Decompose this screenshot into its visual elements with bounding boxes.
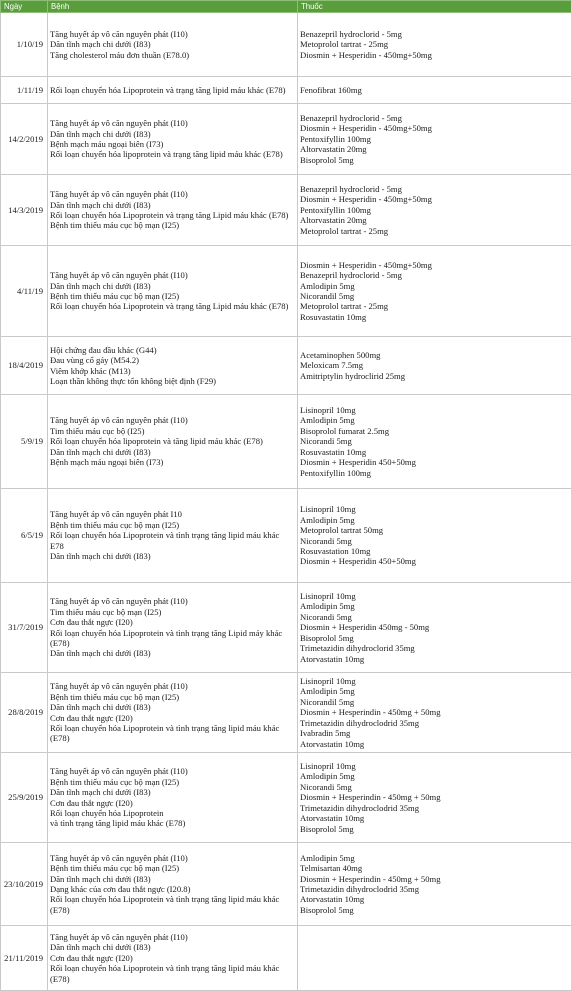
table-row (1, 175, 571, 246)
medicine-item: Pentoxifyllin 100mg (300, 134, 569, 144)
medicine-item: Diosmin + Hesperidin 450+50mg (300, 457, 569, 467)
disease-item: Dãn tĩnh mạch chi dưới (I83) (50, 200, 295, 210)
disease-item: Dãn tĩnh mạch chi dưới (I83) (50, 129, 295, 139)
medicine-item: Amlodipin 5mg (300, 853, 569, 863)
disease-cell (48, 104, 298, 175)
disease-item: Tăng huyết áp vô căn nguyên phát (I10) (50, 681, 295, 691)
date-cell: 5/9/19 (1, 395, 48, 489)
table-row (1, 489, 571, 583)
medicine-item: Diosmin + Hesperindin - 450mg + 50mg (300, 874, 569, 884)
disease-item: Rối loạn chuyển hóa Lipoprotein và tình trạng tăng Lipid máy khác (E78) (50, 628, 295, 649)
date-cell: 18/4/2019 (1, 337, 48, 395)
medicine-item: Atorvastatin 10mg (300, 654, 569, 664)
medicine-item: Meloxicam 7.5mg (300, 360, 569, 370)
table-row (1, 583, 571, 673)
medicine-item: Metoprolol tartrat - 25mg (300, 39, 569, 49)
medicine-item: Amlodipin 5mg (300, 281, 569, 291)
disease-item: Loạn thần không thực tổn không biệt định (F29) (50, 376, 295, 386)
disease-item: Rối loạn chuyển hóa Lipoprotein và tình trạng tăng lipid máu khác (E78) (50, 894, 295, 915)
date-cell: 1/11/19 (1, 77, 48, 104)
medicine-item: Rosuvastatin 10mg (300, 447, 569, 457)
disease-item: Dãn tĩnh mạch chi dưới (I83) (50, 702, 295, 712)
disease-cell (48, 13, 298, 77)
date-cell: 23/10/2019 (1, 843, 48, 926)
medicine-item: Rosuvastatin 10mg (300, 312, 569, 322)
disease-item: Rối loạn chuyển hóa Lipoprotein và trạng tăng lipid máu khác (E78) (50, 85, 295, 95)
medicine-item: Bisoprolol 5mg (300, 905, 569, 915)
disease-cell (48, 395, 298, 489)
medicine-item: Nicorandi 5mg (300, 436, 569, 446)
medicine-cell (298, 77, 571, 104)
disease-item: Rối loạn chuyển hóa Lipoprotein và trạng tăng Lipid máu khác (E78) (50, 210, 295, 220)
medicine-item: Trimetazidin dihydroclodrid 35mg (300, 884, 569, 894)
disease-item: Cơn đau thắt ngực (I20) (50, 798, 295, 808)
header-row (1, 1, 571, 13)
disease-item: Dãn tĩnh mạch chi dưới (I83) (50, 942, 295, 952)
disease-item: Tăng huyết áp vô căn nguyên phát I10 (50, 509, 295, 519)
medicine-cell (298, 583, 571, 673)
medicine-item: Metoprolol tartrat - 25mg (300, 301, 569, 311)
medicine-item: Lisinopril 10mg (300, 591, 569, 601)
disease-item: Bệnh tim thiếu máu cục bộ mạn (I25) (50, 777, 295, 787)
table-row (1, 926, 571, 991)
medicine-cell (298, 104, 571, 175)
medicine-item: Rosuvastation 10mg (300, 546, 569, 556)
medicine-cell (298, 337, 571, 395)
disease-item: Rối loạn chuyển hóa Lipoprotein (50, 808, 295, 818)
disease-item: Tăng huyết áp vô căn nguyên phát (I10) (50, 29, 295, 39)
medicine-item: Benazepril hydroclorid - 5mg (300, 113, 569, 123)
medicine-item: Amlodipin 5mg (300, 686, 569, 696)
medicine-item: Bisoprolol 5mg (300, 633, 569, 643)
medicine-item: Atorvastatin 10mg (300, 813, 569, 823)
disease-item: Cơn đau thắt ngực (I20) (50, 617, 295, 627)
disease-item: Tăng huyết áp vô căn nguyên phát (I10) (50, 189, 295, 199)
disease-cell (48, 673, 298, 753)
disease-item: Rối loạn chuyển hóa lipoprotein và tăng lipid máu khác (E78) (50, 436, 295, 446)
medicine-item: Amitriptylin hydroclirid 25mg (300, 371, 569, 381)
medicine-cell (298, 489, 571, 583)
medicine-item: Diosmin + Hesperindin - 450mg + 50mg (300, 792, 569, 802)
medicine-item: Nicorandil 5mg (300, 697, 569, 707)
medicine-item: Nicorandi 5mg (300, 612, 569, 622)
disease-item: Hội chứng đau đầu khác (G44) (50, 345, 295, 355)
medicine-item: Pentoxifyllin 100mg (300, 205, 569, 215)
medicine-item: Acetaminophen 500mg (300, 350, 569, 360)
medicine-item: Amlodipin 5mg (300, 515, 569, 525)
date-cell: 14/2/2019 (1, 104, 48, 175)
disease-item: Viêm khớp khác (M13) (50, 366, 295, 376)
disease-cell (48, 753, 298, 843)
table-row (1, 104, 571, 175)
table-row (1, 753, 571, 843)
medicine-item: Bisoprolol 5mg (300, 824, 569, 834)
medicine-item: Fenofibrat 160mg (300, 85, 569, 95)
medicine-item: Diosmin + Hesperidin - 450mg+50mg (300, 50, 569, 60)
medicine-item: Diosmin + Hesperidin - 450mg+50mg (300, 194, 569, 204)
disease-item: Dãn tĩnh mạch chi dưới (I83) (50, 787, 295, 797)
disease-item: Tim thiếu máu cục bộ (I25) (50, 426, 295, 436)
medicine-item: Lisinopril 10mg (300, 405, 569, 415)
medicine-item: Diosmin + Hesperidin - 450mg+50mg (300, 123, 569, 133)
medicine-item: Diosmin + Hesperindin - 450mg + 50mg (300, 707, 569, 717)
medicine-item: Metoprolol tartrat - 25mg (300, 226, 569, 236)
medicine-item: Amlodipin 5mg (300, 415, 569, 425)
medicine-item: Diosmin + Hesperidin - 450mg+50mg (300, 260, 569, 270)
table-row (1, 13, 571, 77)
table-row (1, 246, 571, 337)
medicine-cell (298, 395, 571, 489)
disease-item: Dãn tĩnh mạch chi dưới (I83) (50, 874, 295, 884)
disease-item: Rối loạn chuyển hóa Lipoprotein và tình trạng tăng lipid máu khác (E78) (50, 723, 295, 744)
medicine-item: Altorvastatin 20mg (300, 144, 569, 154)
medicine-item: Ivabradin 5mg (300, 728, 569, 738)
table-row (1, 395, 571, 489)
medicine-item: Atorvastatin 10mg (300, 894, 569, 904)
table-row (1, 843, 571, 926)
medicine-cell (298, 753, 571, 843)
disease-item: Bệnh mạch máu ngoại biên (I73) (50, 139, 295, 149)
medicine-item: Lisinopril 10mg (300, 761, 569, 771)
date-cell: 28/8/2019 (1, 673, 48, 753)
header-disease: Bệnh (48, 1, 298, 13)
disease-item: Dãn tĩnh mạch chi dưới (I83) (50, 39, 295, 49)
medicine-item: Diosmin + Hesperidin 450+50mg (300, 556, 569, 566)
disease-cell (48, 246, 298, 337)
disease-item: Tăng huyết áp vô căn nguyên phát (I10) (50, 118, 295, 128)
disease-item: Tăng cholesterol máu đơn thuần (E78.0) (50, 50, 295, 60)
disease-item: Rối loạn chuyển hóa Lipoprotein và tình trạng tăng lipid máu khác (E78) (50, 963, 295, 984)
medicine-cell (298, 926, 571, 991)
disease-item: và tình trạng tăng lipid máu khác (E78) (50, 818, 295, 828)
medicine-item: Bisoprolol 5mg (300, 155, 569, 165)
disease-cell (48, 926, 298, 991)
medicine-item: Pentoxifyllin 100mg (300, 468, 569, 478)
medicine-item: Diosmin + Hesperidin 450mg - 50mg (300, 622, 569, 632)
disease-cell (48, 583, 298, 673)
table-row (1, 77, 571, 104)
medicine-item: Atorvastatin 10mg (300, 739, 569, 749)
medicine-item: Amlodipin 5mg (300, 771, 569, 781)
disease-item: Bệnh tim thiếu máu cục bộ mạn (I25) (50, 220, 295, 230)
disease-cell (48, 175, 298, 246)
disease-cell (48, 337, 298, 395)
medicine-cell (298, 843, 571, 926)
date-cell: 21/11/2019 (1, 926, 48, 991)
medicine-item: Lisinopril 10mg (300, 504, 569, 514)
date-cell: 25/9/2019 (1, 753, 48, 843)
disease-item: Bệnh tim thiếu máu cục bộ mạn (I25) (50, 291, 295, 301)
disease-item: Dãn tĩnh mạch chi dưới (I83) (50, 551, 295, 561)
medicine-item: Nicorandi 5mg (300, 536, 569, 546)
date-cell: 1/10/19 (1, 13, 48, 77)
medicine-cell (298, 673, 571, 753)
table-row (1, 337, 571, 395)
disease-item: Rối loạn chuyển hóa lipoprotein và trạng tăng lipid máu khác (E78) (50, 149, 295, 159)
disease-item: Tăng huyết áp vô căn nguyên phát (I10) (50, 766, 295, 776)
disease-item: Tăng huyết áp vô căn nguyên phát (I10) (50, 932, 295, 942)
date-cell: 14/3/2019 (1, 175, 48, 246)
medicine-item: Metoprolol tartrat 50mg (300, 525, 569, 535)
disease-item: Cơn đau thắt ngực (I20) (50, 953, 295, 963)
medicine-item: Trimetazidin dihydroclorid 35mg (300, 643, 569, 653)
disease-item: Bệnh tim thiếu máu cục bộ mạn (I25) (50, 520, 295, 530)
disease-item: Bệnh tim thiếu máu cục bộ mạn (I25) (50, 863, 295, 873)
medicine-item: Lisinopril 10mg (300, 676, 569, 686)
disease-item: Dãn tĩnh mạch chi dưới (I83) (50, 447, 295, 457)
medicine-item: Benazepril hydroclorid - 5mg (300, 184, 569, 194)
disease-item: Tăng huyết áp vô căn nguyên phát (I10) (50, 596, 295, 606)
table-row (1, 673, 571, 753)
disease-item: Tăng huyết áp vô căn nguyên phát (I10) (50, 415, 295, 425)
disease-item: Dạng khác của cơn đau thắt ngực (I20.8) (50, 884, 295, 894)
date-cell: 31/7/2019 (1, 583, 48, 673)
medicine-item: Altorvastatin 20mg (300, 215, 569, 225)
medicine-cell (298, 246, 571, 337)
date-cell: 6/5/19 (1, 489, 48, 583)
disease-item: Cơn đau thắt ngực (I20) (50, 713, 295, 723)
disease-item: Tim thiếu máu cục bộ mạn (I25) (50, 607, 295, 617)
medicine-item: Bisoprolol fumarat 2.5mg (300, 426, 569, 436)
disease-item: Bệnh tim thiếu máu cục bộ mạn (I25) (50, 692, 295, 702)
disease-item: Bệnh mạch máu ngoại biên (I73) (50, 457, 295, 467)
disease-item: Đau vùng cổ gáy (M54.2) (50, 355, 295, 365)
medicine-item: Benazepril hydroclorid - 5mg (300, 29, 569, 39)
header-medicine: Thuốc (298, 1, 571, 13)
disease-item: Rối loạn chuyển hóa Lipoprotein và trạng tăng Lipid máu khác (E78) (50, 301, 295, 311)
date-cell: 4/11/19 (1, 246, 48, 337)
medicine-item: Nicorandi 5mg (300, 782, 569, 792)
medicine-cell (298, 175, 571, 246)
disease-item: Dãn tĩnh mạch chi dưới (I83) (50, 648, 295, 658)
disease-item: Rối loạn chuyển hóa Lipoprotein và tình trạng tăng lipid máu khác E78 (50, 530, 295, 551)
disease-item: Tăng huyết áp vô căn nguyên phát (I10) (50, 853, 295, 863)
medicine-item: Telmisartan 40mg (300, 863, 569, 873)
medicine-cell (298, 13, 571, 77)
disease-cell (48, 489, 298, 583)
medicine-item: Benazepril hydroclorid - 5mg (300, 270, 569, 280)
disease-item: Dãn tĩnh mạch chi dưới (I83) (50, 281, 295, 291)
medicine-item: Trimetazidin dihydroclodrid 35mg (300, 803, 569, 813)
header-date: Ngày (1, 1, 48, 13)
disease-cell (48, 77, 298, 104)
medicine-item: Amlodipin 5mg (300, 601, 569, 611)
medicine-item: Trimetazidin dihydroclodrid 35mg (300, 718, 569, 728)
medicine-item: Nicorandil 5mg (300, 291, 569, 301)
disease-item: Tăng huyết áp vô căn nguyên phát (I10) (50, 270, 295, 280)
disease-cell (48, 843, 298, 926)
table-body (1, 13, 571, 991)
